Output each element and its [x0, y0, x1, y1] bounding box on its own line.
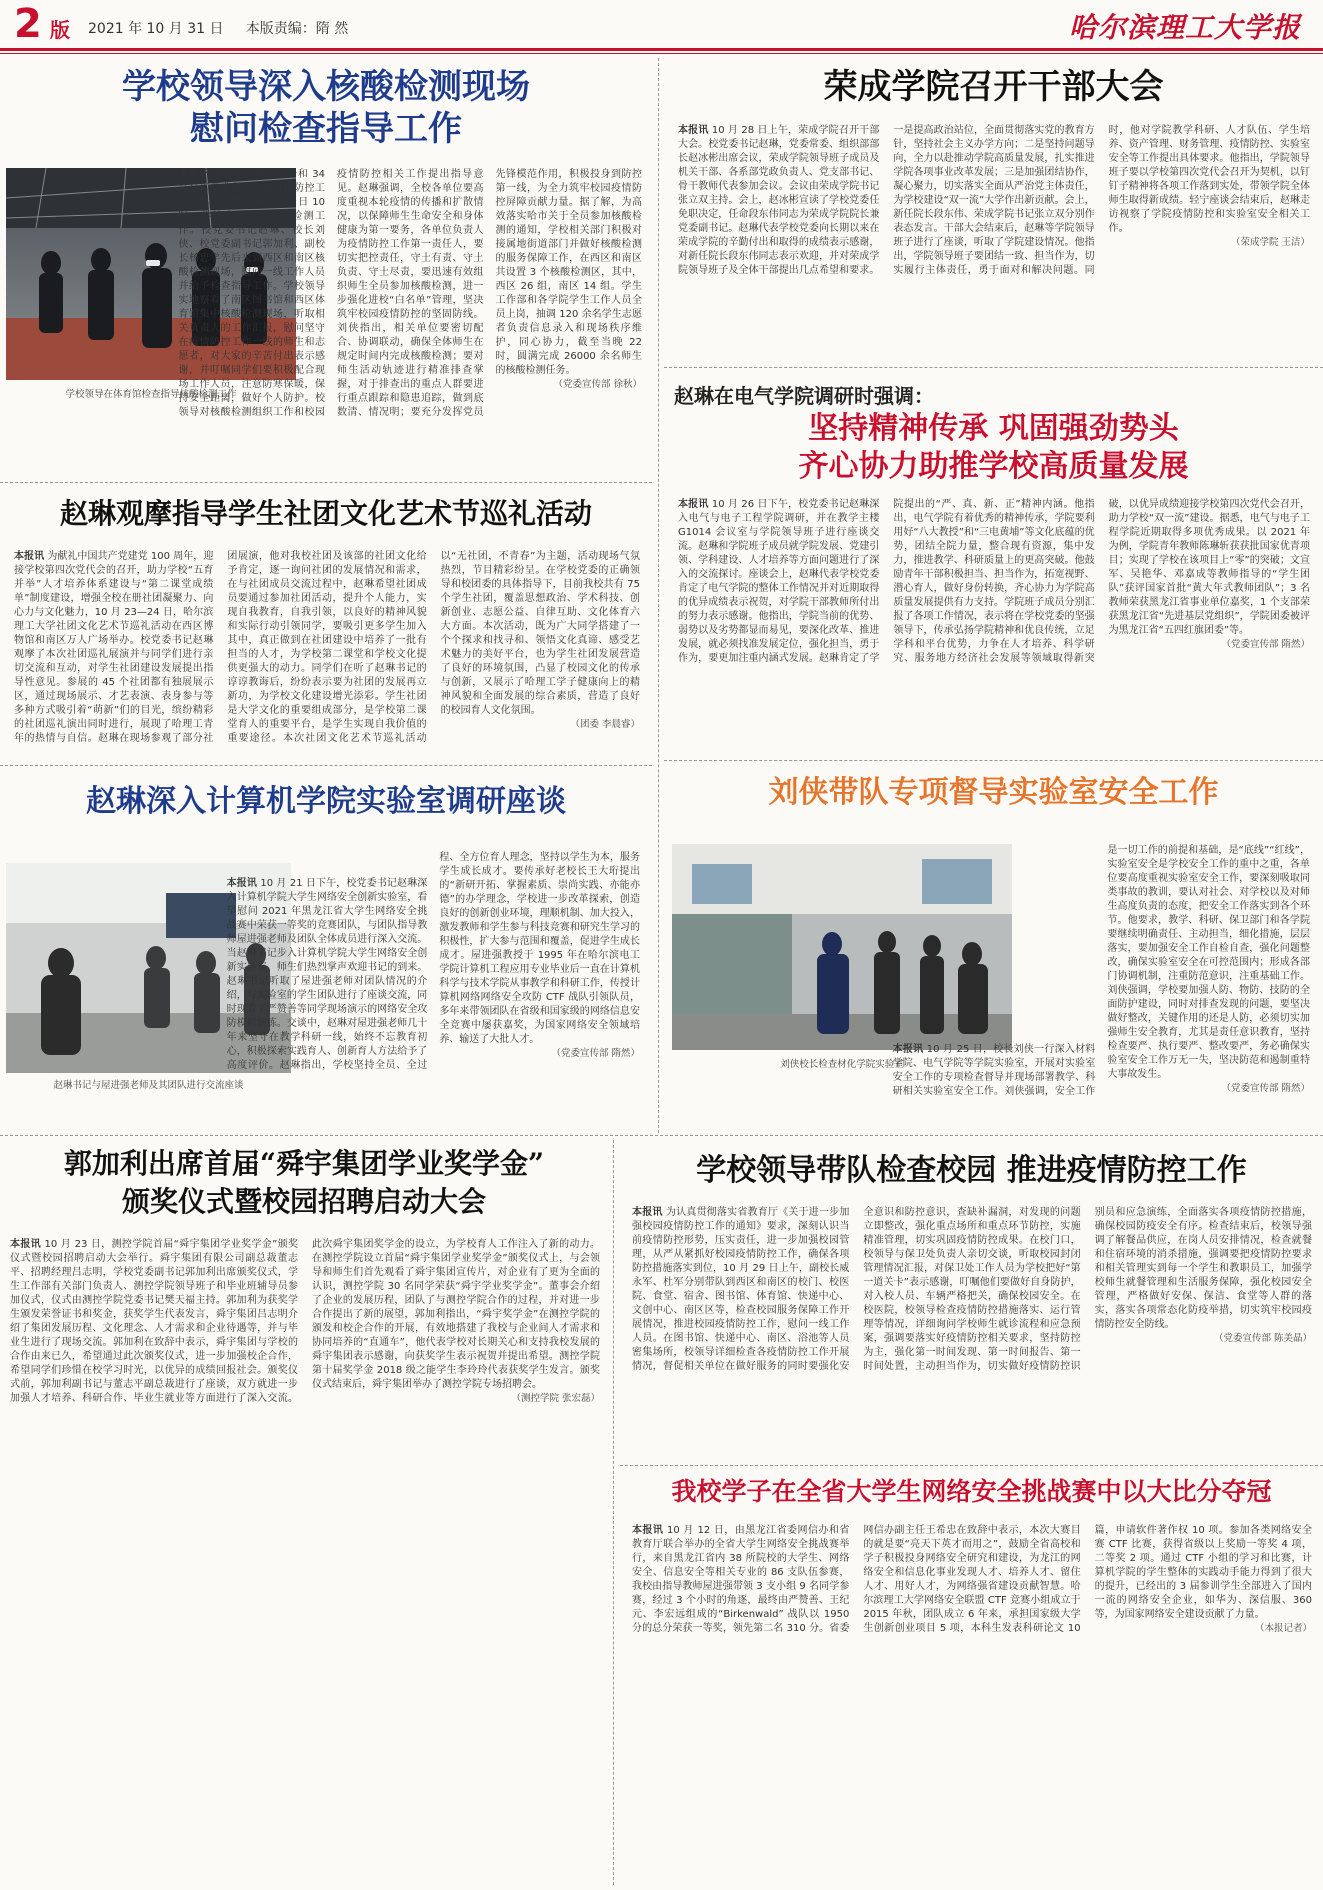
section-divider	[664, 367, 1323, 368]
article-text: 10 月 28 日上午，荣成学院召开干部大会。校党委书记赵琳，党委常委、组织部部长赵冰彬出席会议，荣成学院领导班子成员及机关干部、各系部党政负责人、党支部书记、骨干教师代表参加会议。会议由荣成学院书记张立双主持。会上，赵冰彬宣读了学校党委任免职决定，任命段东伟同志为荣成学院院长兼党委副书记。赵琳代表学校党委向长期以来在荣成学院的辛勤付出和取得的成绩表示感谢，对新任院长段东伟同志表示欢迎，并对荣成学院领导班子及全体干部提出几点希望和要求。一是提高政治站位，全面贯彻落实党的教育方针，坚持社会主义办学方向；二是坚持问题导向，全力以赴推动学院高质量发展，扎实推进学院各项事业改革发展；三是加强团结协作，凝心聚力，切实落实全面从严治党主体责任，为学校建设“双一流”大学作出新贡献。会上，新任院长段东伟、荣成学院书记张立双分别作表态发言。干部大会结束后，赵琳等学院领导班子进行了座谈，听取了学院建设情况。他指出，学院领导班子要团结一致、担当作为，切实履行主体责任，勇于面对和解决问题。同时，他对学院教学科研、人才队伍、学生培养、资产管理、财务管理、疫情防控、实验室安全等工作提出具体要求。他指出，学院领导班子要以学校第四次党代会召开为契机，以钉钉子精神将各项工作落到实处，带领学院全体师生取得新成绩。轻宁座谈会结束后，赵琳走访视察了学院疫情防控和实验室安全相关工作。	[678, 125, 1310, 276]
article-body	[10, 1238, 600, 1882]
section-divider	[0, 482, 652, 483]
article-signature: （党委宣传部 隋然）	[1221, 639, 1310, 650]
article-signature: （党委宣传部 隋然）	[551, 1048, 640, 1059]
column-divider	[658, 58, 659, 1133]
article-body	[14, 550, 640, 758]
article-cybersecurity-contest	[620, 1470, 1323, 1886]
article-body	[20, 168, 642, 476]
article-lead: 本报讯	[226, 878, 258, 889]
article-sunny-group-scholarship	[0, 1140, 608, 1886]
article-text: 10 月 21 日下午，校党委书记赵琳深入计算机学院大学生网络安全创新实验室，看望慰问 2021 年黑龙江省大学生网络安全挑战赛中荣获一等奖的竞赛团队，与团队指导教师屋进强老师及团队全体成员进行深入交流。当赵琳书记步入计算机学院大学生网络安全创新实验室，师生们热烈掌声欢迎书记的到来。赵琳书记听取了屋进强老师对团队情况的介绍，与实验室的学生团队进行了座谈交流，同时现看了严赞善等同学现场演示的网络安全攻防模拟演练。交谈中，赵琳对屋进强老师几十年来坚守在教学科研一线，始终不忘教育初心，积极探索实践育人、创新育人方法给予了高度评价。赵琳指出，学校坚持全员、全过程、全方位育人理念，坚持以学生为本，服务学生成长成才。要传承好老校长王大珩提出的“新研开拓、掌握素质、崇尚实践、亦能亦德”的办学理念，学校进一步改革探索，创造良好的创新创业环境，理顺机制、加大投入，激发教师和学生参与科技竞赛和研究生学习的积极性，扩大参与范围和覆盖，促进学生成长成才。屋进强教授于 1995 年在哈尔滨电工学院计算机工程应用专业毕业后一直在计算机科学与技术学院从事教学和科研工作，传授计算机网络网络安全攻防 CTF 战队引领队员，多年来带领团队在省级和国家级的网络信息安全竞赛中屡获嘉奖，为国家网络安全领域培养、输送了大批人才。	[226, 852, 640, 1071]
section-divider	[620, 1465, 1323, 1466]
article-body	[678, 124, 1310, 360]
article-body	[632, 1206, 1312, 1458]
article-title: 赵琳观摩指导学生社团文化艺术节巡礼活动	[59, 497, 592, 530]
article-title: 坚持精神传承 巩固强劲势头	[808, 411, 1179, 446]
article-body	[14, 851, 640, 1127]
article-title: 刘侠带队专项督导实验室安全工作	[768, 775, 1219, 810]
article-lead: 本报讯	[678, 125, 709, 136]
article-text: 根据哈市第 33 号和 34 号公告要求和学校对疫情防控工作的具体部署，10 月 31 日 10 时，学校启动全员核酸检测工作。校党委书记赵琳、校长刘侠、校党委副书记郭加利、副校长杨忠学先后来到西区和南区核酸检测现场，慰问一线工作人员并给予检查指导工作。学校领导实地察看了南区图书馆和西区体育馆集中核酸检测现场，听取相关负责人的工作汇报，慰问坚守在疫情防控工作一线的师生和志愿者，对大家的辛苦付出表示感谢，并叮嘱同学们要积极配合现场工作人员，注意防寒保暖，保持安全距离，做好个人防护。校领导对核酸检测组织工作和校园疫情防控相关工作提出指导意见。赵琳强调，全校各单位要高度重视本轮疫情的传播和扩散情况，以保障师生生命安全和身体健康为第一要务，各单位负责人为疫情防控工作第一责任人，要切实把控责任，守土有责、守土负责、守土尽责，要迅速有效组织师生全员参加核酸检测，进一步强化进校“白名单”管理，坚决筑牢校园疫情防控的坚固防线。刘侠指出，相关单位要密切配合、协调联动，确保全体师生在规定时间内完成核酸检测；要对师生活动轨迹进行精准排查掌握，对于排查出的重点人群要进行重点跟踪和隐患追踪，做到底数清、情况明；要充分发挥党员先锋模范作用，积极投身到防控第一线，为全力筑牢校园疫情防控屏障贡献力量。据了解，为高效落实哈市关于全员参加核酸检测的通知，学校相关部门积极对接属地街道部门并做好核酸检测的服务保障工作，在西区和南区共设置 3 个核酸检测区，其中，西区 26 组，南区 14 组。学生工作部和各学院学生工作人员全员上岗，抽调 120 余名学生志愿者负责信息录入和现场秩序维护，同心协力，截至当晚 22 时，圆满完成 26000 余名师生的核酸检测任务。	[178, 169, 642, 418]
article-title-line2: 齐心协力助推学校高质量发展	[798, 449, 1189, 484]
article-nucleic-test-inspection	[0, 58, 652, 480]
section-divider	[0, 765, 652, 766]
article-signature: （本报记者）	[1254, 1623, 1312, 1634]
page-number: 2	[14, 1, 42, 47]
article-lead: 本报讯	[10, 1239, 42, 1250]
section-divider	[664, 760, 1323, 761]
article-title-line2: 慰问检查指导工作	[190, 109, 462, 149]
header-rule-thin	[0, 53, 1323, 54]
article-lead: 本报讯	[632, 1525, 664, 1536]
article-student-club-festival	[0, 488, 652, 762]
photo-spacer	[678, 844, 881, 1072]
article-signature: （党委宣传部 隋然）	[1221, 1083, 1310, 1094]
section-divider	[0, 1135, 1323, 1136]
article-lead: 本报讯	[14, 551, 45, 562]
article-body	[632, 1524, 1312, 1882]
page-header	[0, 0, 1323, 52]
article-title: 学校领导深入核酸检测现场	[122, 67, 530, 107]
article-signature: （团委 李晨睿）	[570, 719, 640, 730]
article-title: 赵琳深入计算机学院实验室调研座谈	[86, 784, 566, 819]
article-signature: （测控学院 张宏磊）	[511, 1393, 600, 1404]
article-lead: 本报讯	[632, 1207, 663, 1218]
article-rongcheng-cadre-meeting	[664, 58, 1323, 363]
article-text: 10 月 12 日，由黑龙江省委网信办和省教育厅联合举办的全省大学生网络安全挑战赛举行，来自黑龙江省内 38 所院校的大学生、网络安全、信息安全等相关专业的 86 支队伍参赛，我校由指导教师屋进强带领 3 支小组 9 名同学参赛，经过 3 个小时的角逐，最终由严赞善、王纪元、李宏远组成的“Birkenwald” 战队以 1950 分的总分荣获一等奖，领先第二名 310 分。省委网信办副主任王希忠在致辞中表示，本次大赛目的就是要“亮天下英才而用之”，鼓励全省高校和学子积极投身网络安全研究和建设，为龙江的网络安全和信息化事业发现人才、培养人才、留住人才、用好人才，为网络强省建设贡献智慧。哈尔滨理工大学网络安全联盟 CTF 竞赛小组成立于 2015 年秋，团队成立 6 年来，承担国家级大学生创新创业项目 5 项，本科生发表科研论文 10 篇，申请软件著作权 10 项。参加各类网络安全赛 CTF 比赛，获得省级以上奖励一等奖 4 项，二等奖 2 项。通过 CTF 小组的学习和比赛，计算机学院的学生整体的实践动手能力得到了很大的提升，已经出的 3 届参训学生全部进入了国内一流的网络安全企业，如华为、深信服、360 等，为国家网络安全建设贡献了力量。	[632, 1525, 1312, 1634]
article-title: 学校领导带队检查校园 推进疫情防控工作	[696, 1153, 1247, 1188]
article-computer-lab-survey	[0, 771, 652, 1131]
page-unit: 版	[50, 18, 70, 42]
article-text: 10 月 25 日，校长刘侠一行深入材料学院、电气学院等学院实验室，开展对实验室安全工作的专项检查督导并现场部署教学、科研相关实验室安全工作。刘侠强调，安全工作是一切工作的前提和基础，是“底线”“红线”，实验室安全是学校安全工作的重中之重，各单位要高度重视实验室安全工作，要深刻吸取同类事故的教训，要认对社会、对学校以及对师生高度负责的态度，把安全工作落实到各个环节。他要求，教学、科研、保卫部门和各学院要继续明确责任、主动担当，细化措施，层层落实，要加强安全工作自检自查，强化问题整改，确保实验室安全在可控范围内；形成各部门协调机制，注重防范意识，注重基础工作。刘侠强调，学校要加强人防、物防、技防的全面防护建设，同时对排查发现的问题，要坚决做好整改，关键作用的还是人防，必须切实加强师生安全教育，尤其是责任意识教育，坚持检查要严、执行要严、整改要严，务必确保实验室安全工作万无一失，坚决防范和遏制重特大事故发生。	[892, 845, 1310, 1097]
article-lab-safety-inspection	[664, 766, 1323, 1132]
page-editor: 本版责编：隋 然	[245, 21, 349, 37]
article-title: 郭加利出席首届“舜宇集团学业奖学金”	[63, 1147, 545, 1180]
article-lead: 本报讯	[178, 169, 211, 180]
article-body	[678, 844, 1310, 1130]
article-signature: （党委宣传部 陈美晶）	[1213, 1333, 1312, 1344]
article-title: 我校学子在全省大学生网络安全挑战赛中以大比分夺冠	[671, 1477, 1272, 1506]
issue-date-line	[88, 18, 348, 38]
issue-date: 2021 年 10 月 31 日	[88, 21, 224, 37]
photo-caption: 刘侠校长检查材化学院实验室	[780, 1059, 904, 1070]
article-body	[678, 498, 1310, 752]
article-text: 10 月 23 日，测控学院首届“舜宇集团学业奖学金”颁奖仪式暨校园招聘启动大会举行。舜宇集团有限公司副总裁董志平、招聘经理吕志明，学校党委副书记郭加利出席颁奖仪式，学生工作部有关部门负责人、测控学院领导班子和毕业班辅导员参加仪式，仪式由测控学院党委书记樊天福主持。郭加利为获奖学生颁发荣誉证书和奖金，获奖学生代表发言，舜宇集团吕志明介绍了集团发展历程、文化理念、人才需求和企业待遇等，并与毕业生进行了现场交流。郭加利在致辞中表示，舜宇集团与学校的合作由来已久，希望通过此次颁奖仪式，进一步加强校企合作，希望同学们珍惜在校学习时光，以优异的成绩回报社会。颁奖仪式前，郭加利副书记与董志平副总裁进行了座谈，双方就进一步加强人才培养、科研合作、毕业生就业等方面进行了深入交流。此次舜宇集团奖学金的设立，为学校育人工作注入了新的动力。在测控学院设立首届“舜宇集团学业奖学金”颁奖仪式上，与会领导和师生们首先观看了舜宇集团宣传片，对企业有了更为全面的认识，测控学院 30 名同学荣获“舜宇学业奖学金”。董事会介绍了企业的发展历程，团队了与测控学院合作的过程，并对进一步合作提出了新的展望，郭加利指出，“舜宇奖学金”在测控学院的颁发和校企合作的开展，有效地搭建了我校与企业间人才需求和协同培养的“直通车”，他代表学校对长期关心和支持我校发展的舜宇集团表示感谢，向获奖学生表示祝贺并提出希望。测控学院第十届奖学金 2018 级之能学生李玲玲代表获奖学生发言。颁奖仪式结束后，舜宇集团举办了测控学院专场招聘会。	[10, 1239, 600, 1404]
article-signature: （党委宣传部 徐秋）	[553, 379, 642, 390]
article-text: 10 月 26 日下午，校党委书记赵琳深入电气与电子工程学院调研，并在教学主楼 G1014 会议室与学院领导班子进行座谈交流。赵琳和学院班子成员就学院发展、党建引领、学科建设、人才培养等方面问题进行了深入的交流探讨。座谈会上，赵琳代表学校党委肯定了电气学院的整体工作情况并对近期取得的优异成绩表示祝贺，对学院干部教师所付出的努力表示感谢。他指出，学院当前的优势、弱势以及劣势都显而易见，要深化改革、推进发展，就必须找准发展定位，强化担当，勇于作为，要更加注重内涵式发展。赵琳肯定了学院提出的“严、真、新、正”精神内涵。他指出，电气学院有着优秀的精神传承，学院要利用好“八大教授”和“三电黄埔”等文化底蕴的优势，团结全院力量，整合现有资源，集中发力，推进教学、科研质量上的更高突破。他鼓励青年干部积极担当、担当作为，拓宽视野、潜心育人，做好身份转换，齐心协力为学院高质量发展提供有力支持。学院班子成员分别汇报了各项工作情况，表示将在学校党委的坚强领导下，传承弘扬学院精神和优良传统，立足学科和平台优势，力争在人才培养、科学研究、服务地方经济社会发展等领域取得新突破，以优异成绩迎接学校第四次党代会召开，助力学校“双一流”建设。据悉，电气与电子工程学院近期取得多项优秀成果。以 2021 年为例，学院青年教师陈琳斩获获批国家优青项目；实现了学校在该项目上“零”的突破；文宣军、吴艳华、邓嘉成等教师指导的“学生团队”获评国家首批“黄大年式教师团队”；3 名教师荣获黑龙江省事业单位嘉奖，1 个支部荣获黑龙江省“先进基层党组织”，学院团委被评为黑龙江省“五四红旗团委”等。	[678, 499, 1310, 664]
article-lead: 本报讯	[892, 1043, 924, 1055]
photo-caption: 学校领导在体育馆检查指导核酸检测工作	[65, 389, 237, 400]
article-text: 为认真贯彻落实省教育厅《关于进一步加强校园疫情防控工作的通知》要求，深刻认识当前疫情防控形势，压实责任，进一步加强校园管理，从严从紧抓好校园疫情防控工作，确保各项防控措施落实到位，10 月 29 日上午，副校长威永军、杜军分别带队到西区和南区的校门、校医院、食堂、宿舍、图书馆、体育馆、快递中心、文创中心、南区区等，检查校园服务保障工作开展情况，推进校园疫情防控工作，慰问一线工作人员。在图书馆、快递中心、南区、浴池等人员密集场所，校领导详细检查各疫情防控工作开展情况，督促相关单位在做好服务的同时要强化安全意识和防控意识，查缺补漏洞，对发现的问题立即整改，强化重点场所和重点环节防控，实施精准管理，切实巩固疫情防控成果。在校门口，校领导与保卫处负责人亲切交谈，听取校园封闭管理情况汇报，对保卫处工作人员为学校把好“第一道关卡”表示感谢，叮嘱他们要做好自身防护，对入校人员、车辆严格把关，确保校园安全。在校医院，校领导检查疫情防控措施落实、运行管理等情况，详细询问学校师生就诊流程和应急预案，强调要落实好疫情防控相关要求，坚持防控为主，强化第一时间发现、第一时间报告、第一时间处置，主动担当作为，切实做好疫情防控识别员和应急演练，全面落实各项疫情防控措施，确保校园防疫安全有序。检查结束后，校领导强调了解餐品供应，在岗人员安排情况，检查就餐和住宿环境的消杀措施，强调要把疫情防控要求和相关管理实到每一个学生和教职员工，加强学校师生就餐管理和生活服务保障，强化校园安全管理，严格做好安保、保洁、食堂等人群的落实，落实各项常态化防疫举措，切实筑牢校园疫情防控安全防线。	[632, 1207, 1312, 1372]
article-title: 荣成学院召开干部大会	[823, 67, 1164, 107]
article-subtitle: 赵琳在电气学院调研时强调：	[674, 384, 934, 408]
article-campus-epidemic-inspection	[620, 1140, 1323, 1462]
photo-spacer	[20, 168, 167, 404]
article-text: 为献礼中国共产党建党 100 周年，迎接学校第四次党代会的召开，助力学校“五育并举”人才培养体系建设与“第二课堂成绩单”制度建设，增强全校在册社团凝聚力、向心力与文化魅力，10 月 23—24 日，哈尔滨理工大学社团文化艺术节巡礼活动在西区博物馆和南区万人广场举办。校党委书记赵琳观摩了本次社团巡礼展演并与同学们进行亲切交流和互动，对学生社团建设发展提出指导性意见。参展的 45 个社团都有独展展示区，通过现场展示、才艺表演、表身参与等多种方式吸引着“萌新”们的目光，缤纷精彩的社团巡礼演出同时进行，展现了哈理工青年的热情与自信。赵琳在现场参观了部分社团展演，他对我校社团及该部的社团文化给予肯定，逐一询问社团的发展情况和需求，在与社团成员交流过程中，赵琳希望社团成员要通过参加社团活动，提升个人能力，实现自我教育，自我引领，以良好的精神风貌和实际行动引领同学，要吸引更多学生加入其中，真正做到在社团建设中培养了一批有担当的人才，为学校第二课堂和学校文化提供更强大的动力。同学们在听了赵琳书记的谆谆教诲后，纷纷表示要为社团的发展再立新功，为学校文化建设增光添彩。学生社团是大学文化的重要组成部分，是学校第二课堂育人的重要平台，是学生实现自我价值的重要途径。本次社团文化艺术节巡礼活动以“无社团，不青春”为主题，活动现场气氛热烈，节目精彩纷呈。在学校党委的正确领导和校团委的具体指导下，目前我校共有 75 个学生社团，覆盖思想政治、学术科技、创新创业、志愿公益、自律互助、文化体育六大方面。本次活动，既为广大同学搭建了一个个探求和找寻和、领悟文化真谛、感受艺术魅力的美好平台，也为学生社团发展营造了良好的环境氛围，凸显了校园文化的传承与创新，又展示了哈理工学子健康向上的精神风貌和全面发展的综合素质，营造了良好的校园育人文化氛围。	[14, 551, 640, 744]
article-electrical-school-survey	[664, 372, 1323, 756]
newspaper-masthead: 哈尔滨理工大学报	[1068, 11, 1301, 44]
article-lead: 本报讯	[678, 499, 709, 510]
article-signature: （荣成学院 王洁）	[1230, 237, 1310, 248]
header-rule	[0, 48, 1323, 51]
photo-caption: 赵琳书记与屋进强老师及其团队进行交流座谈	[53, 1080, 244, 1091]
article-title-line2: 颁奖仪式暨校园招聘启动大会	[121, 1185, 486, 1218]
column-divider	[613, 1140, 614, 1885]
